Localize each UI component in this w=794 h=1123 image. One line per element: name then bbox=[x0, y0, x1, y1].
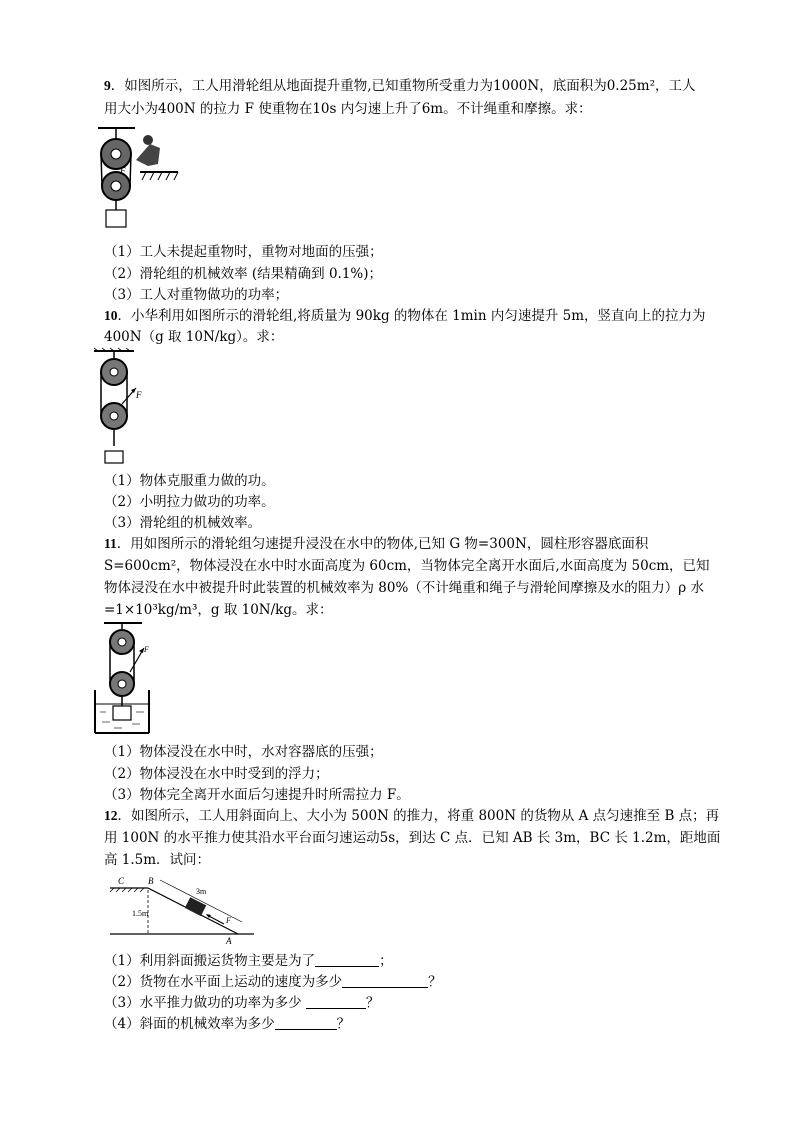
q12-sub3 bbox=[104, 993, 379, 1013]
q12-answer-blank-4[interactable] bbox=[275, 1015, 337, 1030]
q9-line2: 用大小为400N 的拉力 F 使重物在10s 内匀速上升了6m。不计绳重和摩擦。求： bbox=[104, 101, 592, 117]
q12-sub3-text: （3）水平推力做功的功率为多少 bbox=[104, 995, 306, 1011]
q9-sub2: （2）滑轮组的机械效率 (结果精确到 0.1%)； bbox=[104, 266, 383, 282]
q12-text-1: ．如图所示，工人用斜面向上、大小为 500N 的推力，将重 800N 的货物从 A 点匀速推至 B 点；再 bbox=[117, 808, 720, 824]
q10-force-label: F bbox=[136, 390, 142, 400]
q10-number: 10 bbox=[104, 308, 118, 323]
q9-text-1: ．如图所示，工人用滑轮组从地面提升重物,已知重物所受重力为1000N，底面积为0.25m²，工人 bbox=[110, 78, 696, 94]
q10-pulley-figure bbox=[92, 348, 152, 466]
q11-line2: S=600cm²，物体浸没在水中时水面高度为 60cm，当物体完全离开水面后,水面高度为 50cm，已知 bbox=[104, 558, 710, 574]
q12-incline-figure bbox=[110, 870, 258, 946]
q11-pulley-water-figure bbox=[92, 620, 162, 736]
q9-line1 bbox=[104, 76, 695, 96]
q12-sub2 bbox=[104, 972, 442, 992]
q11-number: 11 bbox=[104, 536, 117, 551]
q12-height-label: 1.5m bbox=[132, 909, 149, 918]
q9-pulley-figure bbox=[90, 124, 180, 230]
q11-text-1: ．用如图所示的滑轮组匀速提升浸没在水中的物体,已知 G 物=300N，圆柱形容器底面积 bbox=[116, 536, 649, 552]
q10-line1 bbox=[104, 306, 706, 326]
q12-point-b: B bbox=[148, 876, 154, 886]
q12-sub2-end: ？ bbox=[428, 974, 442, 990]
q11-sub1: （1）物体浸没在水中时，水对容器底的压强； bbox=[104, 744, 383, 760]
q12-answer-blank-1[interactable] bbox=[315, 952, 379, 967]
q10-sub1: （1）物体克服重力做的功。 bbox=[104, 473, 275, 489]
q11-sub3: （3）物体完全离开水面后匀速提升时所需拉力 F。 bbox=[104, 787, 410, 803]
q12-line3: 高 1.5m．试问： bbox=[104, 852, 211, 868]
q12-sub1-end: ； bbox=[379, 953, 393, 969]
q12-point-c: C bbox=[118, 876, 125, 886]
q12-force-label: F bbox=[226, 916, 231, 925]
q9-number: 9 bbox=[104, 78, 111, 93]
q12-length-label: 3m bbox=[196, 887, 207, 896]
q12-sub4 bbox=[104, 1014, 350, 1034]
q11-line1 bbox=[104, 534, 648, 554]
q12-sub4-end: ？ bbox=[336, 1016, 351, 1032]
q11-force-label: F bbox=[144, 645, 149, 654]
q10-sub2: （2）小明拉力做功的功率。 bbox=[104, 494, 275, 510]
q10-text-1: ．小华利用如图所示的滑轮组,将质量为 90kg 的物体在 1min 内匀速提升 5m，竖直向上的拉力为 bbox=[117, 308, 706, 324]
q12-answer-blank-2[interactable] bbox=[342, 973, 428, 988]
q10-line2: 400N（g 取 10N/kg）。求： bbox=[104, 329, 284, 345]
q12-sub1-text: （1）利用斜面搬运货物主要是为了 bbox=[104, 953, 316, 969]
q12-sub2-text: （2）货物在水平面上运动的速度为多少 bbox=[104, 974, 343, 990]
q11-line3: 物体浸没在水中被提升时此装置的机械效率为 80%（不计绳重和绳子与滑轮间摩擦及水的阻力）ρ 水 bbox=[104, 580, 705, 596]
q9-sub3: （3）工人对重物做功的功率； bbox=[104, 287, 289, 303]
q11-line4: =1×10³kg/m³，g 取 10N/kg。求： bbox=[104, 602, 333, 618]
q9-sub1: （1）工人未提起重物时，重物对地面的压强； bbox=[104, 244, 383, 260]
q12-sub1 bbox=[104, 951, 393, 971]
q9-force-label: F bbox=[120, 166, 126, 176]
q12-answer-blank-3[interactable] bbox=[306, 994, 366, 1009]
q12-line2: 用 100N 的水平推力使其沿水平台面匀速运动5s，到达 C 点．已知 AB 长 3m，BC 长 1.2m，距地面 bbox=[104, 830, 721, 846]
q12-number: 12 bbox=[104, 808, 118, 823]
q12-line1 bbox=[104, 806, 719, 826]
q12-sub4-text: （4）斜面的机械效率为多少 bbox=[104, 1016, 275, 1032]
q10-sub3: （3）滑轮组的机械效率。 bbox=[104, 515, 262, 531]
q11-sub2: （2）物体浸没在水中时受到的浮力； bbox=[104, 766, 329, 782]
q12-point-a: A bbox=[226, 936, 232, 946]
q12-sub3-end: ？ bbox=[365, 995, 380, 1011]
